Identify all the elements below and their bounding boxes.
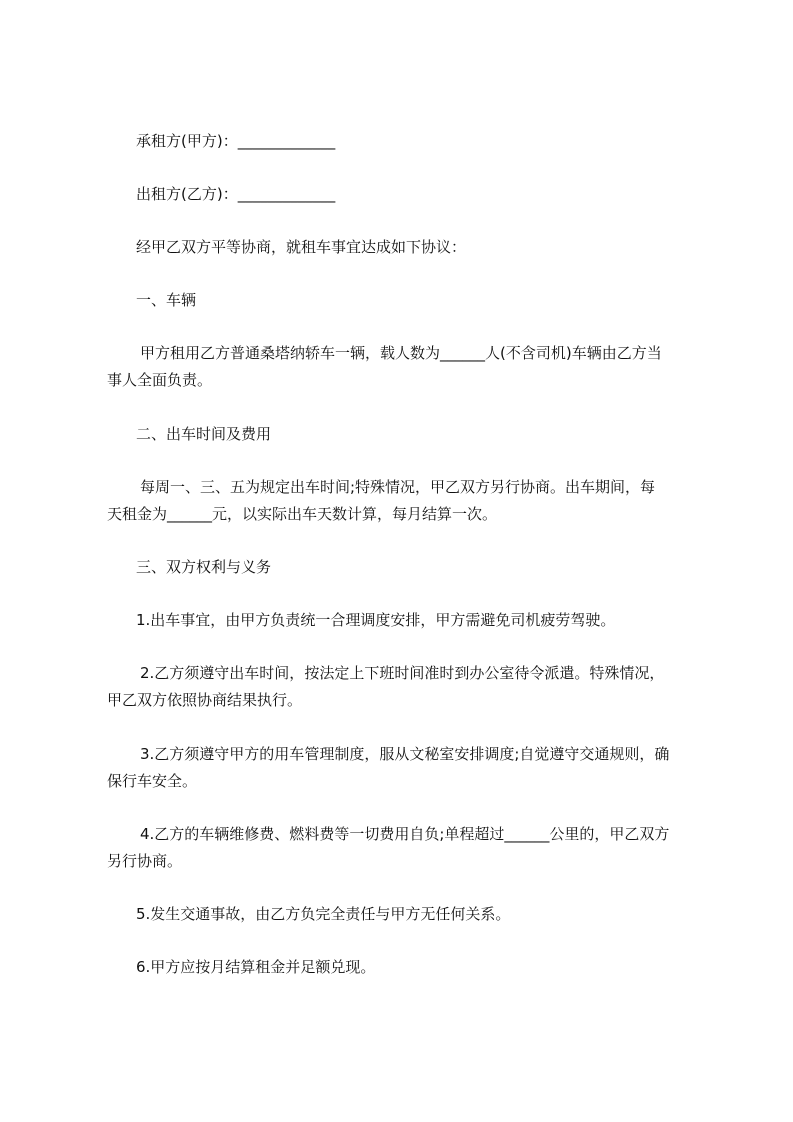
section-1-text-line-1: 甲方租用乙方普通桑塔纳轿车一辆，载人数为______人(不含司机)车辆由乙方当 (140, 344, 662, 362)
item-1: 1.出车事宜，由甲方负责统一合理调度安排，甲方需避免司机疲劳驾驶。 (136, 611, 616, 629)
item-4-line-2: 另行协商。 (107, 852, 183, 870)
item-5: 5.发生交通事故，由乙方负完全责任与甲方无任何关系。 (136, 905, 511, 923)
section-1-heading: 一、车辆 (136, 291, 197, 309)
lessee-line: 承租方(甲方)：_____________ (136, 132, 336, 150)
section-3-heading: 三、双方权利与义务 (136, 558, 272, 576)
item-3-line-2: 保行车安全。 (107, 772, 198, 790)
section-2-heading: 二、出车时间及费用 (136, 425, 272, 443)
item-6: 6.甲方应按月结算租金并足额兑现。 (136, 958, 376, 976)
item-2-line-2: 甲乙双方依照协商结果执行。 (107, 691, 303, 709)
lessor-line: 出租方(乙方)：_____________ (136, 185, 336, 203)
item-4-line-1: 4.乙方的车辆维修费、燃料费等一切费用自负;单程超过______公里的，甲乙双方 (140, 825, 670, 843)
intro-paragraph: 经甲乙双方平等协商，就租车事宜达成如下协议： (136, 238, 467, 256)
section-2-text-line-2: 天租金为______元，以实际出车天数计算，每月结算一次。 (107, 505, 498, 523)
item-2-line-1: 2.乙方须遵守出车时间，按法定上下班时间准时到办公室待令派遣。特殊情况， (140, 664, 665, 682)
section-1-text-line-2: 事人全面负责。 (107, 371, 213, 389)
section-2-text-line-1: 每周一、三、五为规定出车时间;特殊情况，甲乙双方另行协商。出车期间，每 (140, 478, 656, 496)
item-3-line-1: 3.乙方须遵守甲方的用车管理制度，服从文秘室安排调度;自觉遵守交通规则，确 (140, 745, 670, 763)
